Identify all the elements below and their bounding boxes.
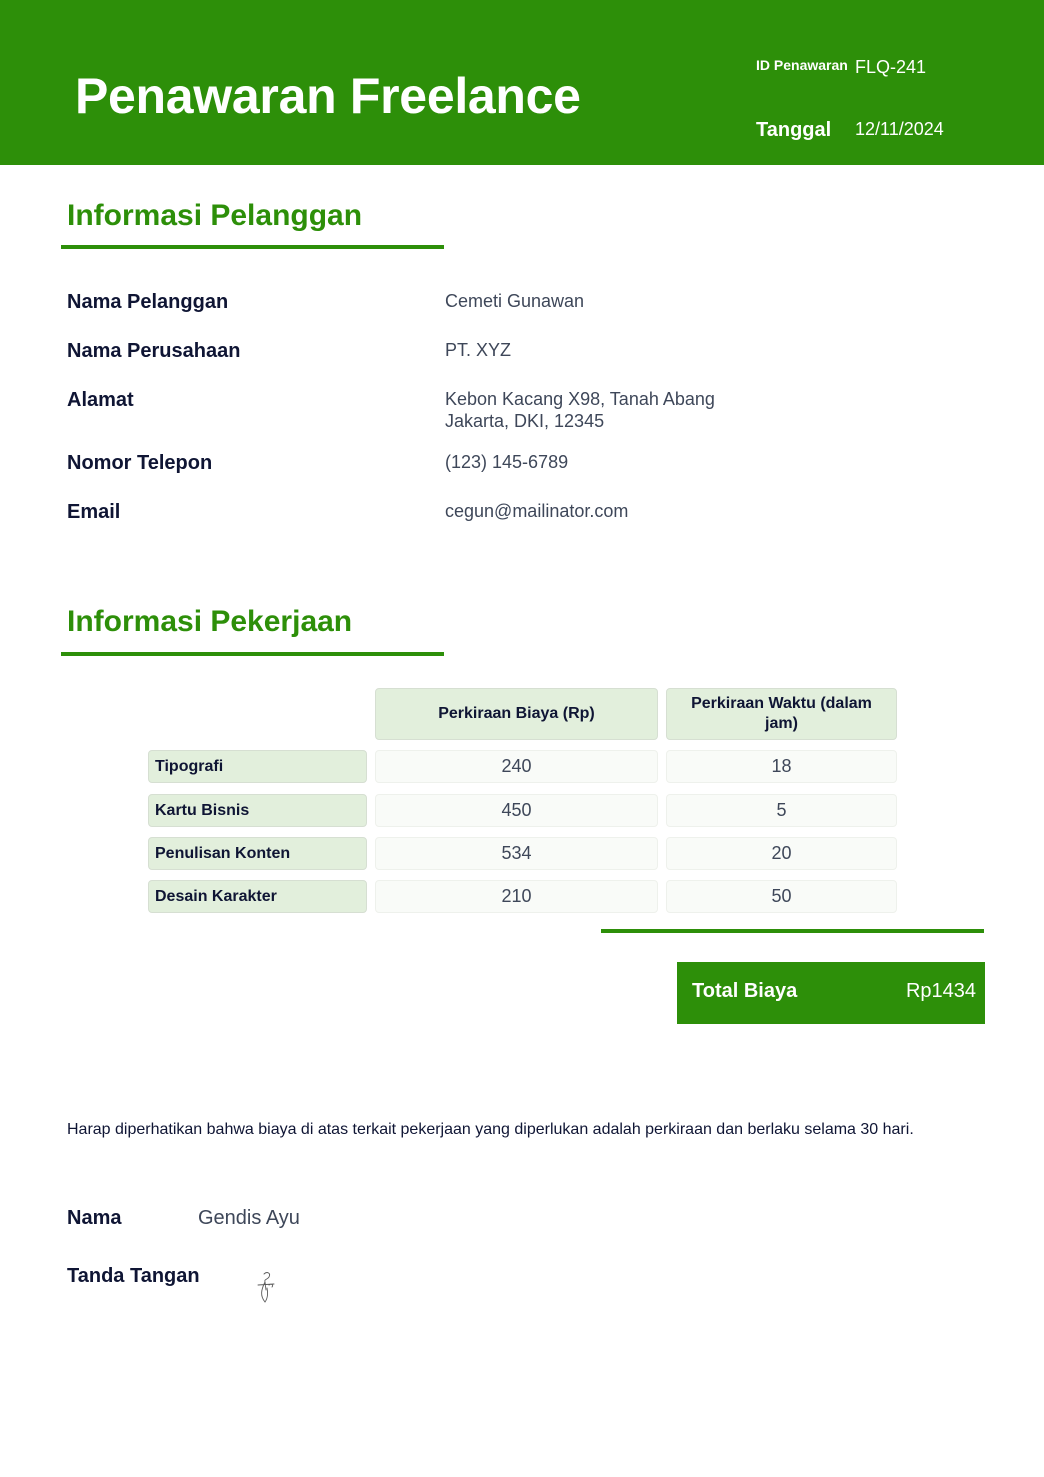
signer-name-value: Gendis Ayu [198, 1207, 300, 1229]
section-divider [61, 245, 444, 249]
signer-name-label: Nama [67, 1207, 122, 1229]
customer-section-title: Informasi Pelanggan [67, 199, 363, 232]
total-cost-box [677, 962, 985, 1024]
phone-value: (123) 145-6789 [445, 452, 569, 472]
row-hours-cell: 20 [666, 837, 897, 870]
row-item-label: Kartu Bisnis [148, 794, 367, 827]
total-cost-label: Total Biaya [692, 980, 798, 1002]
validity-note: Harap diperhatikan bahwa biaya di atas terkait pekerjaan yang diperlukan adalah perkiraan dan berlaku selama 30 hari. [67, 1121, 914, 1138]
date-value: 12/11/2024 [855, 119, 944, 139]
company-name-value: PT. XYZ [445, 340, 512, 360]
customer-name-value: Cemeti Gunawan [445, 291, 585, 311]
quote-id-value: FLQ-241 [855, 57, 927, 77]
address-line1: Kebon Kacang X98, Tanah Abang [445, 389, 715, 409]
job-section-title: Informasi Pekerjaan [67, 605, 353, 638]
row-cost-cell: 534 [375, 837, 658, 870]
customer-name-label: Nama Pelanggan [67, 291, 229, 313]
address-line2: Jakarta, DKI, 12345 [445, 411, 605, 431]
row-item-label: Tipografi [148, 750, 367, 783]
section-divider [61, 652, 444, 656]
total-cost-value: Rp1434 [905, 980, 976, 1002]
phone-label: Nomor Telepon [67, 452, 213, 474]
column-header-cost: Perkiraan Biaya (Rp) [375, 688, 658, 740]
quote-id-label: ID Penawaran [756, 57, 848, 73]
signature-icon [252, 1270, 280, 1306]
row-hours-cell: 50 [666, 880, 897, 913]
email-label: Email [67, 501, 121, 523]
row-cost-cell: 240 [375, 750, 658, 783]
document-header [0, 0, 1044, 165]
company-name-label: Nama Perusahaan [67, 340, 241, 362]
document-title: Penawaran Freelance [75, 68, 581, 124]
email-value: cegun@mailinator.com [445, 501, 629, 521]
row-hours-cell: 5 [666, 794, 897, 827]
total-divider [601, 929, 984, 933]
column-header-hours: Perkiraan Waktu (dalam jam) [666, 688, 897, 740]
row-cost-cell: 210 [375, 880, 658, 913]
row-hours-cell: 18 [666, 750, 897, 783]
row-item-label: Desain Karakter [148, 880, 367, 913]
date-label: Tanggal [756, 119, 832, 141]
row-item-label: Penulisan Konten [148, 837, 367, 870]
address-label: Alamat [67, 389, 134, 411]
row-cost-cell: 450 [375, 794, 658, 827]
signature-label: Tanda Tangan [67, 1265, 200, 1287]
